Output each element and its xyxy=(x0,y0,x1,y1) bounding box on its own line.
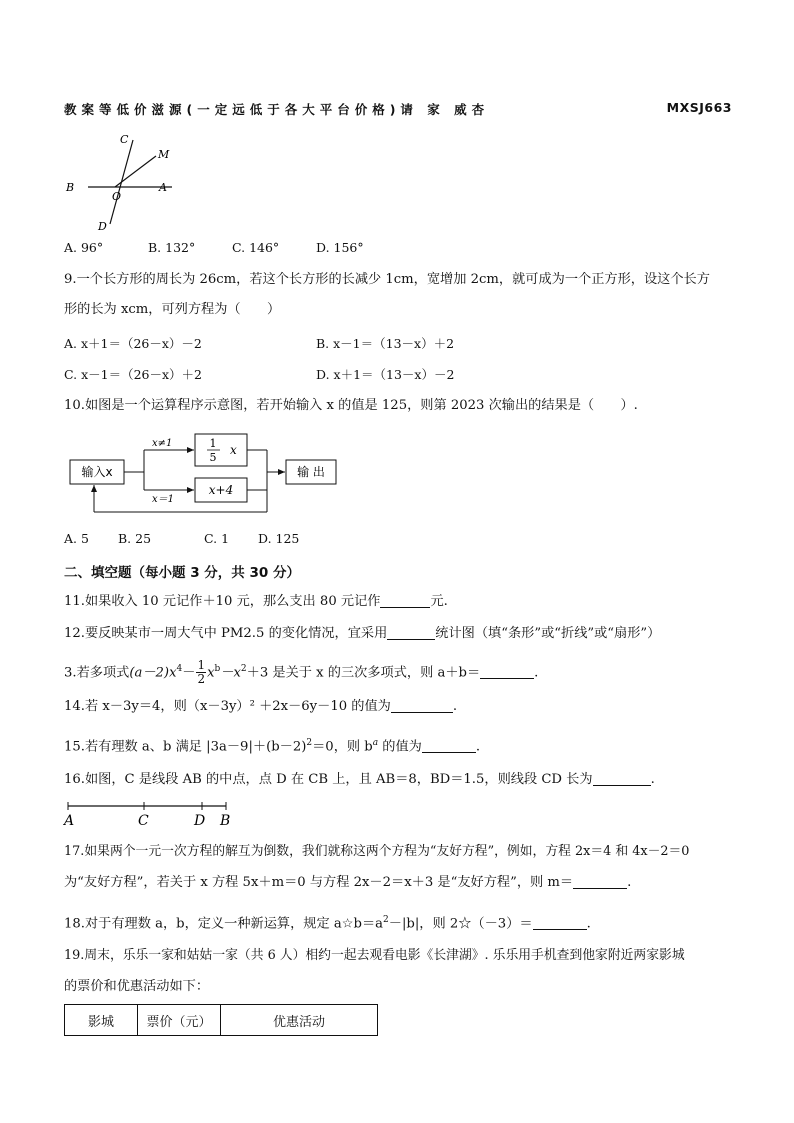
q18-sq: 2 xyxy=(383,915,389,925)
table-header-cell: 优惠活动 xyxy=(221,1005,378,1036)
q13-frac-num: 1 xyxy=(197,658,206,673)
label-o: O xyxy=(112,190,122,203)
ray-om xyxy=(115,156,156,187)
q8-option-c: C. 146° xyxy=(232,240,280,255)
input-box-label: 输入x xyxy=(81,465,113,479)
q17-line1: 17.如果两个一元一次方程的解互为倒数，我们就称这两个方程为“友好方程”，例如，方程 2x＝4 和 4x－2＝0 xyxy=(64,844,690,859)
q17-post: . xyxy=(627,875,632,890)
q13-blank[interactable] xyxy=(480,664,534,679)
q18-mid: －|b|，则 2☆（－3）＝ xyxy=(388,916,533,932)
q13-exp1: 4 xyxy=(176,664,183,674)
q15-tail: 的值为 xyxy=(378,739,422,755)
header-code: MXSJ663 xyxy=(666,100,732,115)
q14-blank[interactable] xyxy=(391,698,453,713)
q15-mid: ＝0，则 b xyxy=(312,739,373,755)
q10-option-a: A. 5 xyxy=(64,531,89,546)
q15-sup: a xyxy=(372,738,379,748)
section-2-title: 二、填空题（每小题 3 分，共 30 分） xyxy=(64,565,300,581)
q8-option-b: B. 132° xyxy=(148,240,196,255)
label-c: C xyxy=(120,133,129,146)
q9-option-b: B. x－1＝（13－x）＋2 xyxy=(316,336,455,351)
q11 xyxy=(64,592,448,612)
add-box-label: x+4 xyxy=(208,483,234,497)
q14 xyxy=(64,697,457,717)
table-header-cell: 影城 xyxy=(65,1005,138,1036)
q15-text: 15.若有理数 a、b 满足 |3a－9|＋(b－2) xyxy=(64,739,307,755)
label-b: B xyxy=(66,181,75,194)
q18-blank[interactable] xyxy=(533,915,587,930)
segment-figure xyxy=(60,798,240,828)
q14-text: 14.若 x－3y＝4，则（x－3y）² ＋2x－6y－10 的值为 xyxy=(64,699,391,714)
page-header xyxy=(64,100,732,120)
divide-box xyxy=(195,434,247,466)
label-m: M xyxy=(158,148,170,161)
q16 xyxy=(64,770,655,790)
q12 xyxy=(64,624,660,644)
q19-line2: 的票价和优惠活动如下： xyxy=(64,979,210,994)
seg-label-a: A xyxy=(64,813,75,828)
q11-text: 11.如果收入 10 元记作＋10 元，那么支出 80 元记作 xyxy=(64,594,381,609)
q19-line1: 19.周末，乐乐一家和姑姑一家（共 6 人）相约一起去观看电影《长津湖》. 乐乐用手机查到他家附近两家影城 xyxy=(64,948,685,963)
q17-line2 xyxy=(64,873,631,893)
table-header-cell: 票价（元） xyxy=(138,1005,221,1036)
q13-fraction xyxy=(196,659,206,686)
divide-den: 5 xyxy=(209,451,217,464)
cinema-table xyxy=(64,1004,378,1036)
flowchart xyxy=(64,428,354,520)
q16-blank[interactable] xyxy=(593,771,651,786)
output-box-label: 输 出 xyxy=(297,465,325,479)
seg-label-c: C xyxy=(138,813,149,828)
q13-expr1: (a－2)x xyxy=(129,665,177,681)
q13-expr4: ＋3 是关于 x 的三次多项式，则 a＋b＝ xyxy=(246,665,481,681)
q8-option-d: D. 156° xyxy=(316,240,364,255)
q13-text: 3.若多项式 xyxy=(64,665,130,681)
label-d: D xyxy=(98,220,107,233)
q10-text: 10.如图是一个运算程序示意图，若开始输入 x 的值是 125，则第 2023 次输出的结果是（ ）. xyxy=(64,398,638,413)
q15-sq: 2 xyxy=(306,738,313,748)
q13-exp3: 2 xyxy=(240,664,247,674)
seg-label-b: B xyxy=(220,813,231,828)
q16-text: 16.如图，C 是线段 AB 的中点，点 D 在 CB 上，且 AB＝8，BD＝1.5，则线段 CD 长为 xyxy=(64,772,593,787)
q9-option-d: D. x＋1＝（13－x）－2 xyxy=(316,367,455,382)
q8-option-a: A. 96° xyxy=(64,240,104,255)
q15-blank[interactable] xyxy=(422,738,476,753)
q10-option-b: B. 25 xyxy=(118,531,152,546)
q13: 3.若多项式$(a-2)x^4-$ $\frac{1}{2}$ $x^b-x^2+3$ 是关于 x 的三次多项式，则 a＋b＝ . xyxy=(64,658,539,687)
cond-top: x≠1 xyxy=(152,438,173,449)
q13-expr3: －x xyxy=(220,665,241,681)
q17-blank[interactable] xyxy=(573,874,627,889)
q15-post: . xyxy=(475,739,481,755)
q13-expr2: x xyxy=(207,665,215,681)
q10-option-d: D. 125 xyxy=(258,531,300,546)
q10-option-c: C. 1 xyxy=(204,531,230,546)
q17-text: 为“友好方程”，若关于 x 方程 5x＋m＝0 与方程 2x－2＝x＋3 是“友好方程”，则 m＝ xyxy=(64,875,574,890)
q9-option-c: C. x－1＝（26－x）＋2 xyxy=(64,367,202,382)
angle-figure xyxy=(60,130,180,240)
q13-post: . xyxy=(534,665,539,681)
q11-post: 元. xyxy=(430,594,448,609)
q11-blank[interactable] xyxy=(380,593,430,608)
q14-post: . xyxy=(452,699,458,714)
q9-line1: 9.一个长方形的周长为 26cm，若这个长方形的长减少 1cm，宽增加 2cm，就可成为一个正方形，设这个长方 xyxy=(64,272,710,287)
q12-blank[interactable] xyxy=(387,625,435,640)
q13-exp2: b xyxy=(214,664,221,674)
divide-var: x xyxy=(230,443,237,457)
q18-post: . xyxy=(586,916,591,932)
table-header-row xyxy=(65,1005,378,1036)
q12-text: 12.要反映某市一周大气中 PM2.5 的变化情况，宜采用 xyxy=(64,626,388,641)
seg-label-d: D xyxy=(194,813,206,828)
q15 xyxy=(64,733,480,757)
q18 xyxy=(64,910,591,934)
label-a: A xyxy=(159,181,167,194)
divide-num: 1 xyxy=(209,437,217,450)
q9-option-a: A. x＋1＝（26－x）－2 xyxy=(64,336,202,351)
q13-frac-den: 2 xyxy=(197,672,206,687)
header-title: 教案等低价滋源(一定远低于各大平台价格)请 家 威杏 xyxy=(64,102,490,117)
q18-text: 18.对于有理数 a，b，定义一种新运算，规定 a☆b＝a xyxy=(64,916,384,932)
q12-post: 统计图（填“条形”或“折线”或“扇形”） xyxy=(435,626,661,641)
q9-line2: 形的长为 xcm，可列方程为（ ） xyxy=(64,302,281,317)
q16-post: . xyxy=(650,772,655,787)
cond-bottom: x＝1 xyxy=(152,494,175,505)
